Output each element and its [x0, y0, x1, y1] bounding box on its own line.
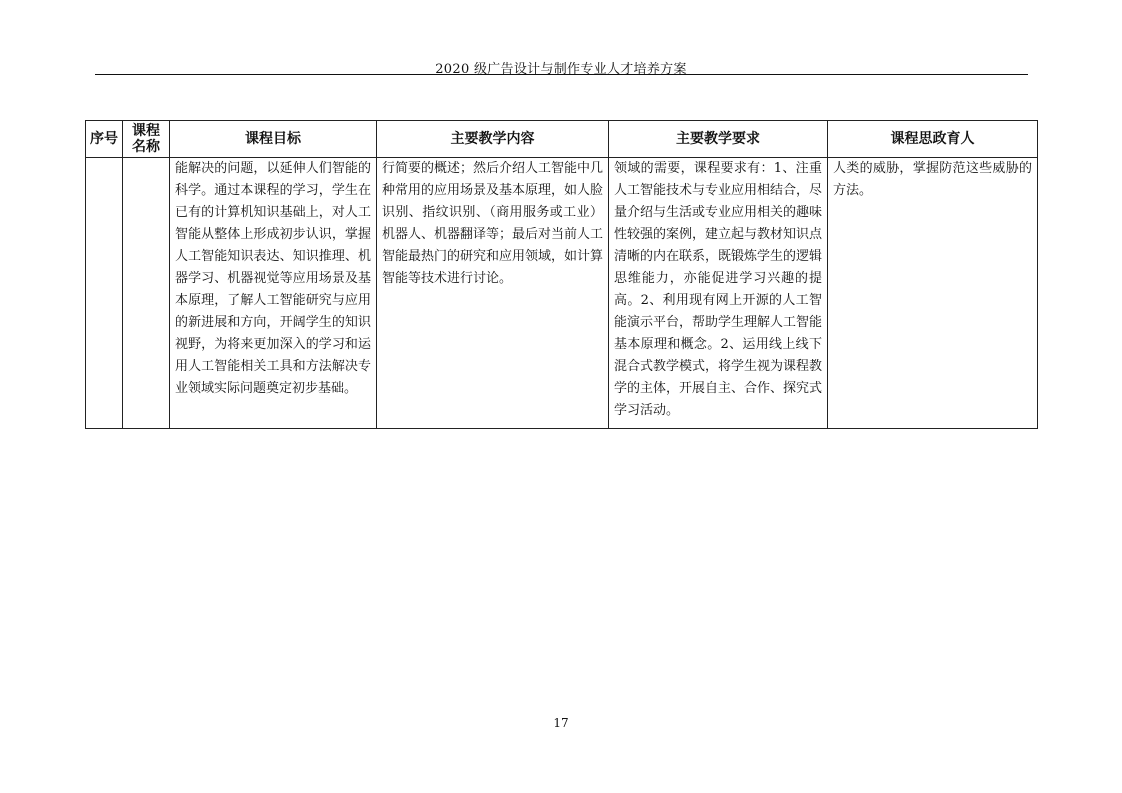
cell-content: 行简要的概述；然后介绍人工智能中几种常用的应用场景及基本原理，如人脸识别、指纹识别、（商用服务或工业）机器人、机器翻译等；最后对当前人工智能最热门的研究和应用领域，如计算智能等技术进行讨论。 — [377, 158, 609, 429]
cell-requirements: 领域的需要，课程要求有：1、注重人工智能技术与专业应用相结合，尽量介绍与生活或专业应用相关的趣味性较强的案例，建立起与教材知识点清晰的内在联系，既锻炼学生的逻辑思维能力，亦能促进学习兴趣的提高。2、利用现有网上开源的人工智能演示平台，帮助学生理解人工智能基本原理和概念。2、运用线上线下混合式教学模式，将学生视为课程教学的主体，开展自主、合作、探究式学习活动。 — [609, 158, 828, 429]
column-header-course-name-text: 课程名称 — [132, 123, 160, 155]
curriculum-table — [85, 120, 1038, 429]
page-number: 17 — [553, 716, 569, 730]
cell-ideology: 人类的威胁，掌握防范这些威胁的方法。 — [828, 158, 1038, 429]
cell-course-name — [123, 158, 170, 429]
column-header-requirements: 主要教学要求 — [609, 121, 828, 158]
column-header-content: 主要教学内容 — [377, 121, 609, 158]
column-header-course-name — [123, 121, 170, 158]
table-header-row — [86, 121, 1038, 158]
page-header-title: 2020 级广告设计与制作专业人才培养方案 — [435, 62, 687, 77]
column-header-no-text: 序号 — [90, 131, 118, 147]
cell-no — [86, 158, 123, 429]
column-header-objective: 课程目标 — [170, 121, 377, 158]
column-header-ideology: 课程思政育人 — [828, 121, 1038, 158]
column-header-no — [86, 121, 123, 158]
header-rule — [95, 74, 1028, 75]
cell-objective: 能解决的问题，以延伸人们智能的科学。通过本课程的学习，学生在已有的计算机知识基础上，对人工智能从整体上形成初步认识，掌握人工智能知识表达、知识推理、机器学习、机器视觉等应用场景及基本原理，了解人工智能研究与应用的新进展和方向，开阔学生的知识视野，为将来更加深入的学习和运用人工智能相关工具和方法解决专业领域实际问题奠定初步基础。 — [170, 158, 377, 429]
table-row — [86, 158, 1038, 429]
